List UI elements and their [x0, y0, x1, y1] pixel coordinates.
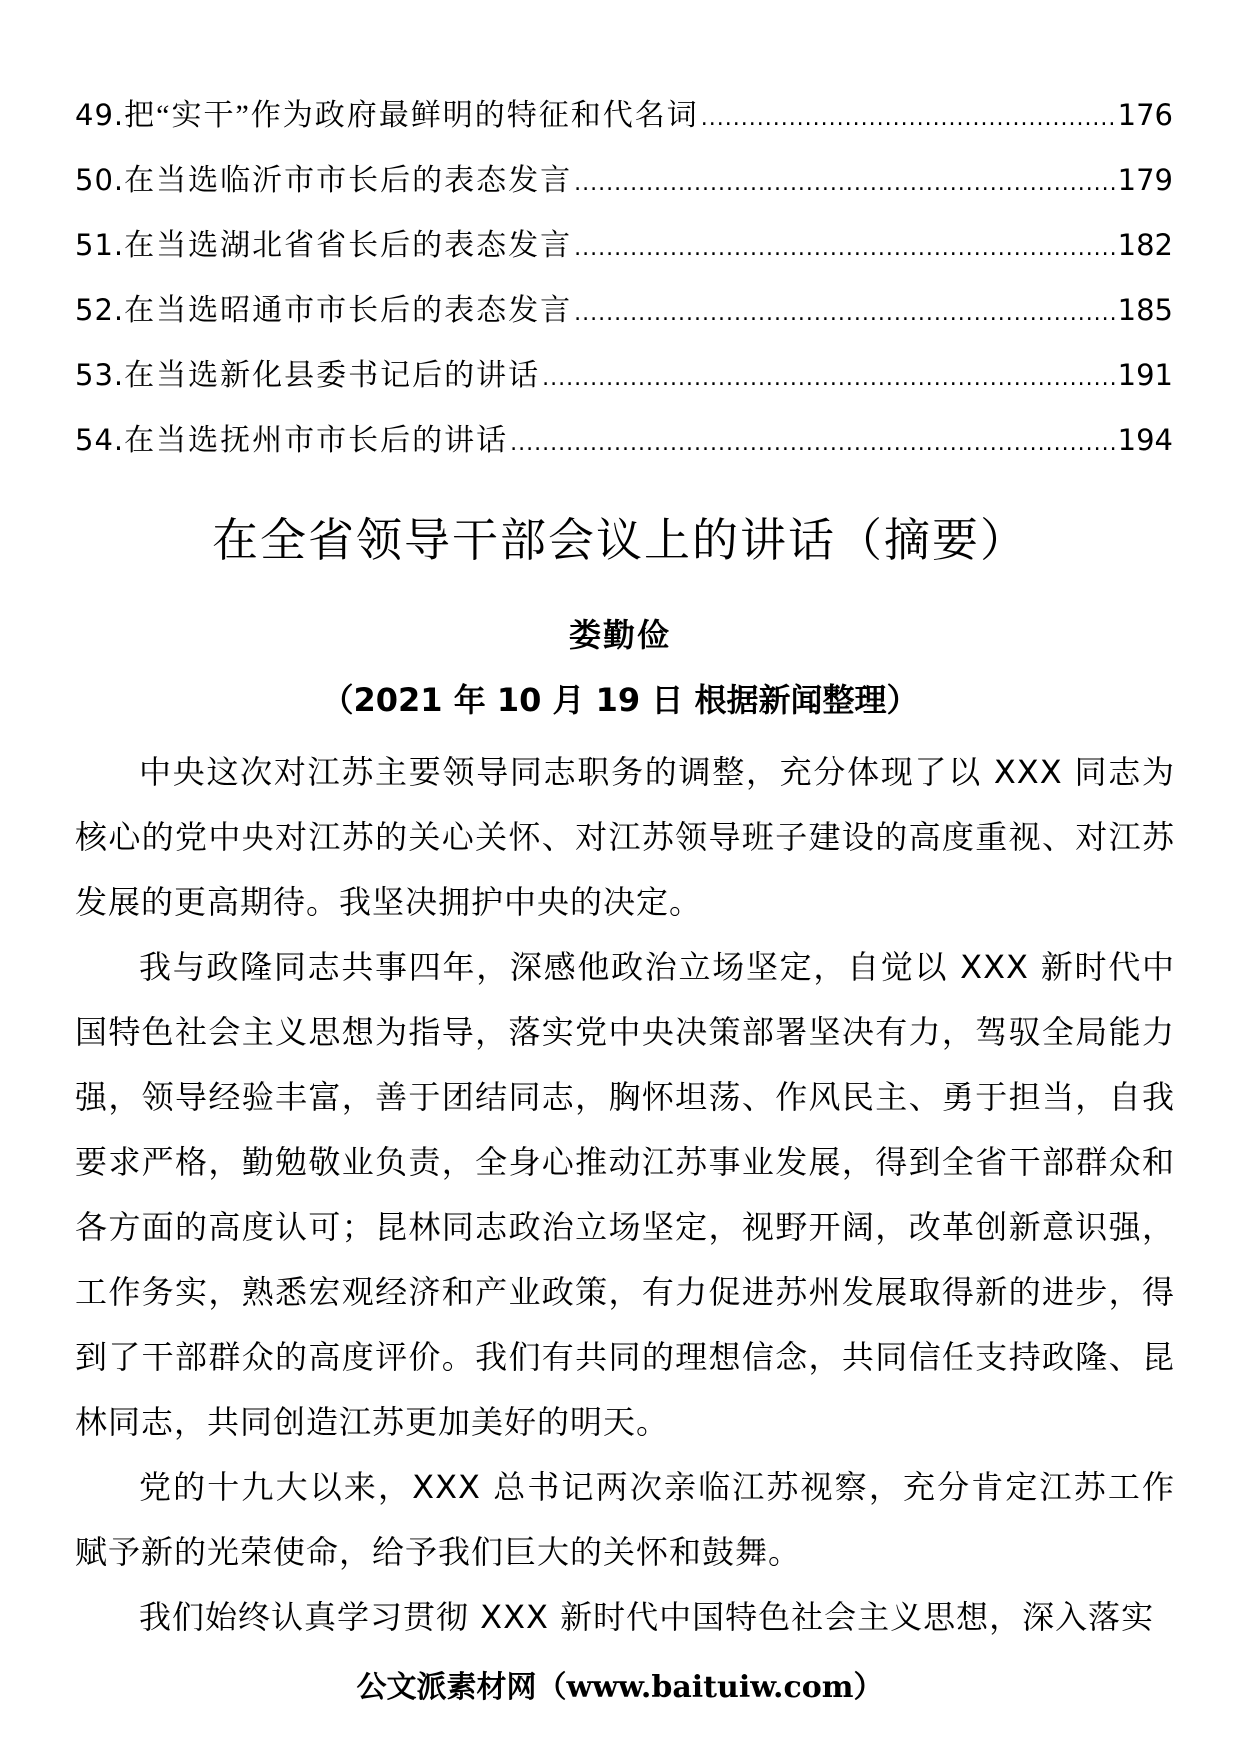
toc-entry-number: 51.	[75, 228, 125, 262]
toc-leader-dots	[542, 366, 1116, 391]
toc-entry-number: 53.	[75, 358, 125, 392]
toc-leader-dots	[574, 301, 1116, 326]
article-body	[75, 740, 1175, 1650]
toc-entry-page: 182	[1117, 228, 1173, 262]
toc-entry-number: 50.	[75, 163, 125, 197]
toc-entry-page: 176	[1117, 98, 1173, 132]
toc-entry-number: 49.	[75, 98, 125, 132]
toc-entry-title: 在当选抚州市市长后的讲话	[124, 424, 509, 457]
toc-entry-page: 179	[1117, 163, 1173, 197]
toc-entry[interactable]	[75, 285, 1173, 350]
toc-entry-title: 在当选临沂市市长后的表态发言	[124, 164, 573, 197]
toc-entry[interactable]	[75, 155, 1173, 220]
toc-entry-title: 在当选新化县委书记后的讲话	[124, 359, 541, 392]
article-dateline: （2021 年 10 月 19 日 根据新闻整理）	[321, 681, 919, 719]
toc-entry-title: 在当选湖北省省长后的表态发言	[124, 229, 573, 262]
article-title: 在全省领导干部会议上的讲话（摘要）	[212, 513, 1028, 567]
toc-entry[interactable]	[75, 415, 1173, 480]
toc-entry-number: 52.	[75, 293, 125, 327]
toc-entry[interactable]	[75, 350, 1173, 415]
body-paragraph: 我们始终认真学习贯彻 XXX 新时代中国特色社会主义思想，深入落实	[139, 1598, 1155, 1636]
toc-leader-dots	[510, 431, 1116, 456]
table-of-contents	[75, 90, 1173, 480]
toc-entry-page: 185	[1117, 293, 1173, 327]
toc-entry-number: 54.	[75, 423, 125, 457]
toc-entry-title: 把“实干”作为政府最鲜明的特征和代名词	[124, 99, 699, 132]
toc-entry-page: 191	[1117, 358, 1173, 392]
body-paragraph: 党的十九大以来，XXX 总书记两次亲临江苏视察，充分肯定江苏工作赋予新的光荣使命，给予我们巨大的关怀和鼓舞。	[75, 1468, 1175, 1571]
toc-leader-dots	[574, 236, 1116, 261]
toc-leader-dots	[574, 171, 1116, 196]
toc-entry-title: 在当选昭通市市长后的表态发言	[124, 294, 573, 327]
toc-entry[interactable]	[75, 220, 1173, 285]
toc-leader-dots	[701, 106, 1116, 131]
toc-entry[interactable]	[75, 90, 1173, 155]
body-paragraph: 中央这次对江苏主要领导同志职务的调整，充分体现了以 XXX 同志为核心的党中央对江苏的关心关怀、对江苏领导班子建设的高度重视、对江苏发展的更高期待。我坚决拥护中央的决定。	[75, 753, 1175, 921]
toc-entry-page: 194	[1117, 423, 1173, 457]
article-author: 娄勤俭	[568, 616, 671, 654]
body-paragraph: 我与政隆同志共事四年，深感他政治立场坚定，自觉以 XXX 新时代中国特色社会主义思想为指导，落实党中央决策部署坚决有力，驾驭全局能力强，领导经验丰富，善于团结同志，胸怀坦荡、作风民主、勇于担当，自我要求严格，勤勉敬业负责，全身心推动江苏事业发展，得到全省干部群众和各方面的高度认可；昆林同志政治立场坚定，视野开阔，改革创新意识强，工作务实，熟悉宏观经济和产业政策，有力促进苏州发展取得新的进步，得到了干部群众的高度评价。我们有共同的理想信念，共同信任支持政隆、昆林同志，共同创造江苏更加美好的明天。	[75, 948, 1175, 1441]
footer-watermark: 公文派素材网（www.baituiw.com）	[356, 1670, 884, 1705]
